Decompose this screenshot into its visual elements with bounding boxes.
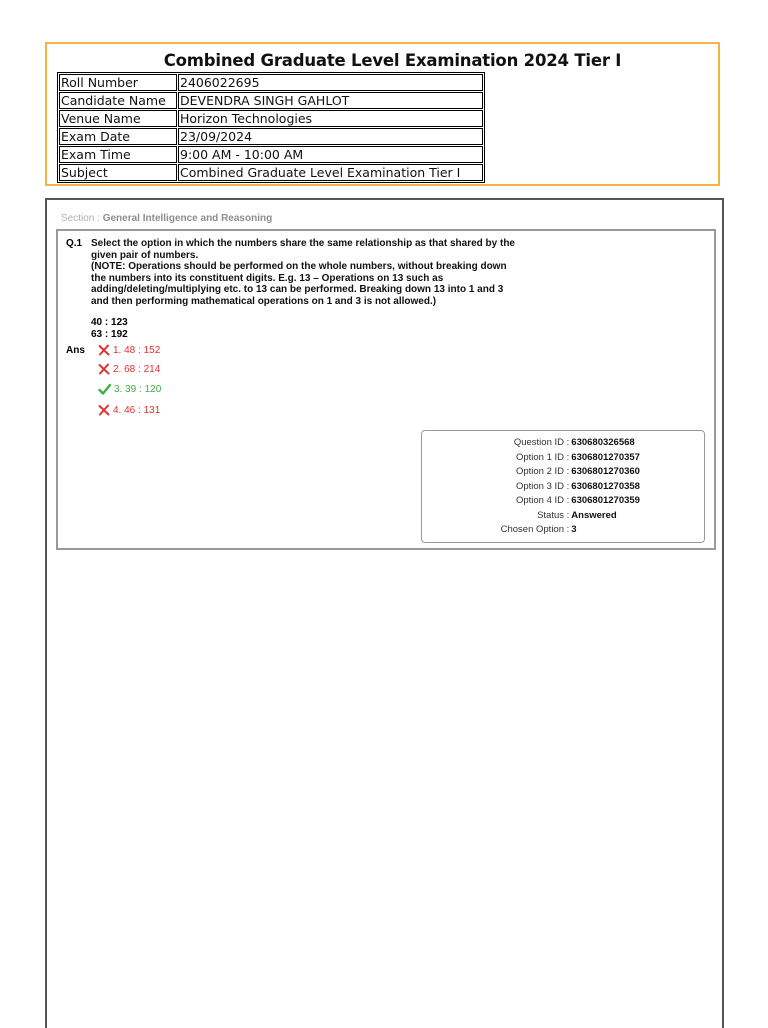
meta-option-2-id: Option 2 ID : 6306801270360	[422, 465, 640, 479]
exam-time-label: Exam Time	[59, 146, 177, 163]
subject-value: Combined Graduate Level Examination Tier I	[178, 164, 483, 181]
option-label: 4. 46 : 131	[113, 404, 161, 416]
candidate-name-value: DEVENDRA SINGH GAHLOT	[178, 92, 483, 109]
meta-value: 6306801270357	[571, 451, 640, 463]
exam-date-value: 23/09/2024	[178, 128, 483, 145]
given-pair: 63 : 192	[91, 328, 128, 340]
given-pairs	[91, 317, 128, 340]
meta-key: Chosen Option	[500, 524, 564, 535]
meta-value: 6306801270360	[571, 466, 640, 477]
option-1	[98, 344, 160, 356]
question-page	[45, 198, 724, 1028]
meta-status: Status : Answered	[422, 509, 617, 523]
answer-label: Ans	[66, 345, 85, 356]
option-label: 1. 48 : 152	[113, 344, 161, 356]
meta-option-3-id: Option 3 ID : 6306801270358	[422, 480, 640, 494]
candidate-name-label: Candidate Name	[59, 92, 177, 109]
exam-time-value: 9:00 AM - 10:00 AM	[178, 146, 483, 163]
venue-name-label: Venue Name	[59, 110, 177, 127]
cross-icon	[98, 404, 110, 416]
roll-number-label: Roll Number	[59, 74, 177, 91]
meta-value: 6306801270359	[571, 495, 640, 506]
question-meta-box	[421, 430, 705, 543]
option-4	[98, 404, 160, 416]
option-2	[98, 363, 160, 375]
cross-icon	[98, 363, 110, 375]
table-row	[59, 164, 483, 181]
question-text	[91, 238, 521, 307]
meta-value: Answered	[571, 509, 617, 521]
meta-option-1-id: Option 1 ID : 6306801270357	[422, 451, 640, 465]
check-icon	[98, 383, 111, 395]
exam-title: Combined Graduate Level Examination 2024 Tier I	[163, 51, 622, 70]
meta-option-4-id: Option 4 ID : 6306801270359	[422, 494, 640, 508]
meta-key: Option 4 ID	[515, 495, 564, 506]
meta-key: Option 1 ID	[515, 451, 564, 463]
question-number: Q.1	[66, 238, 83, 249]
meta-value: 3	[571, 524, 577, 535]
table-row	[59, 146, 483, 163]
meta-chosen-option: Chosen Option : 3	[422, 523, 577, 537]
meta-key: Status	[537, 509, 564, 521]
table-row	[59, 92, 483, 109]
candidate-info-table	[57, 72, 485, 183]
meta-key: Option 2 ID	[515, 466, 564, 477]
table-row	[59, 74, 483, 91]
meta-value: 6306801270358	[571, 480, 640, 492]
option-label: 3. 39 : 120	[114, 383, 162, 395]
roll-number-value: 2406022695	[178, 74, 483, 91]
venue-name-value: Horizon Technologies	[178, 110, 483, 127]
meta-key: Question ID	[513, 437, 564, 448]
subject-label: Subject	[59, 164, 177, 181]
meta-question-id: Question ID : 630680326568	[422, 436, 635, 450]
meta-key: Option 3 ID	[515, 480, 564, 492]
question-line: Select the option in which the numbers share the same relationship as that shared by the given pair of numbers.	[91, 238, 515, 261]
question-panel	[56, 229, 716, 550]
option-label: 2. 68 : 214	[113, 363, 161, 375]
table-row	[59, 128, 483, 145]
exam-header	[45, 42, 720, 186]
table-row	[59, 110, 483, 127]
option-3	[98, 383, 161, 395]
given-pair: 40 : 123	[91, 317, 128, 328]
section-prefix: Section :	[61, 213, 100, 224]
exam-date-label: Exam Date	[59, 128, 177, 145]
question-note: (NOTE: Operations should be performed on the whole numbers, without breaking down the numbers into its constituent digits. E.g. 13 – Operations on 13 such as adding/deleting/multiplying etc. to 13 can be performed. Breaking down 13 into 1 and 3 and then performing mathematical operations on 1 and 3 is not allowed.)	[91, 261, 507, 307]
cross-icon	[98, 344, 110, 356]
section-name: General Intelligence and Reasoning	[102, 213, 273, 224]
section-heading	[61, 213, 272, 224]
meta-value: 630680326568	[571, 437, 635, 448]
